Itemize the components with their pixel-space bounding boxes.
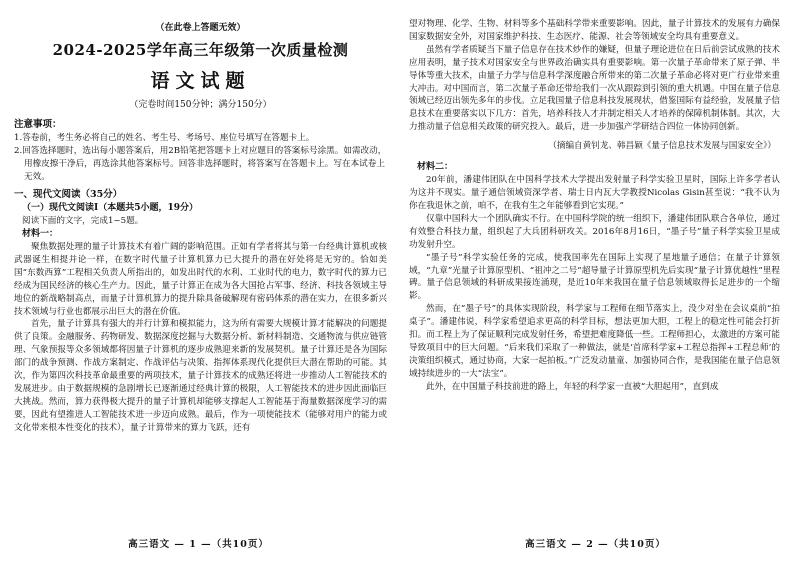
body-paragraph: 望对物理、化学、生物、材料等多个基础科学带来重要影响。因此，量子计算技术的发展有力确保国家数据安全外，对国家维护科技、生态医疗、能源、社会等领域安全均具有重要意义。 — [409, 19, 780, 42]
material-one-label: 材料一： — [22, 229, 59, 239]
subsection-one-heading: （一）现代文阅读Ⅰ（本题共5小题，19分） — [22, 203, 198, 213]
page-right — [397, 0, 794, 561]
section-one-heading: 一、现代文阅读（35分） — [14, 189, 123, 200]
invalid-notice: （在此卷上答题无效） — [155, 23, 246, 33]
reading-instruction: 阅读下面的文字，完成1~5题。 — [22, 216, 144, 226]
subject-title: 语文试题 — [150, 70, 251, 92]
material-two-label: 材料二： — [417, 162, 454, 173]
exam-title: 2024-2025学年高三年级第一次质量检测 — [52, 41, 349, 59]
body-paragraph: 仅靠中国科大一个团队确实不行。在中国科学院的统一组织下，潘建伟团队联合各单位，通过有效整合科技力量，组织起了大兵团科研攻关。2016年8月16日，“墨子号”量子科学实验卫星成功发射升空。 — [409, 213, 780, 250]
note-item: 2.回答选择题时，选出每小题答案后，用2B铅笔把答题卡上对应题目的答案标号涂黑。如需改动，用橡皮擦干净后，再选涂其他答案标号。回答非选择题时，将答案写在答题卡上。写在本试卷上无效。 — [14, 146, 387, 182]
body-paragraph: 此外，在中国量子科技前进的路上，年轻的科学家一直被“大胆起用”，直到成 — [426, 381, 719, 392]
body-paragraph: 然而，在“墨子号”的具体实现阶段，科学家与工程师在细节落实上，没少对坐在会议桌前“拍桌子”。潘建伟说，科学家希望追求更高的科学目标，想法更加大胆，工程上的稳定性可能会打折扣。而工程上为了保证顺利完成发射任务，希望把难度降低一些。工程师担心，太激进的方案可能导致项目中的巨大问题。“后来我们采取了一种做法，就是‘首席科学家+工程总指挥+工程总师’的决策组织模式，通过协商，大家一起拍板。”广泛发动量童、加强协同合作，是我国能在量子信息领域持续进步的一大“法宝”。 — [409, 304, 780, 379]
page-footer-right: 高三语文 — 2 —（共10页） — [525, 539, 666, 550]
source-citation: （摘编自黄钊龙、韩昌颖《量子信息技术发展与国家安全》） — [548, 141, 776, 152]
body-paragraph: 首先，量子计算具有强大的并行计算和模拟能力，这为所有需要大规模计算才能解决的问题提供了良策。金融服务、药物研发、数据深度挖掘与大数据分析、新材料制造、交通物流与供应链管理、气象预报等众多领域都将因量子计算机的逐步成熟迎来新的发展契机。量子计算还是各为国际部门的战争预测、作战方案制定、作战评估与决策、指挥体系现代化提供巨大潜在帮助的可能。其次，作为第四次科技革命最重要的两项技术，量子计算技术的成熟还将进一步推动人工智能技术的发展进步。由于数据规模的急剧增长已逐渐通过经典计算的极限，人工智能技术的进步因此面临巨大挑战。然而，算力获得极大提升的量子计算机却能够支撑起人工智能基于海量数据深度学习的需要，因此有望推进人工智能技术进一步迈向成熟。最后，作为一项使能技术（能够对用户的能力或文化带来根本性变化的技术），量子计算带来的算力飞跃，还有 — [14, 319, 387, 433]
notes-heading: 注意事项： — [14, 119, 62, 130]
exam-time: （完卷时间150分钟；满分150分） — [129, 100, 272, 110]
note-item: 1.答卷前，考生务必将自己的姓名、考生号、考场号、座位号填写在答题卡上。 — [14, 133, 315, 143]
body-paragraph: “墨子号”科学实验任务的完成，使我国率先在国际上实现了星地量子通信；在量子计算领域，“九章”光量子计算原型机、“祖冲之二号”超导量子计算原型机先后实现“量子计算优越性”里程碑。量子信息领域的科研成果接连涌现，是近10年来我国在量子信息领域取得长足进步的一个缩影。 — [409, 252, 780, 302]
body-paragraph: 20年前，潘建伟团队在中国科学技术大学提出发射量子科学实验卫星时，国际上许多学者认为这并不现实。量子通信领域资深学者、瑞士日内瓦大学教授Nicolas Gisin甚至说：“我不认为你在我退休之前，咱不，在我有生之年能够看到它实现。” — [409, 175, 780, 211]
page-footer-left: 高三语文 — 1 —（共10页） — [128, 539, 269, 550]
body-paragraph: 聚焦数据处理的量子计算技术有着广阔的影响范围。正如有学者将其与第一台经典计算机或核武器诞生相提并论一样，在数字时代量子计算机算力已大提升的潜在好处将是无穷的。恰如美国“东数西算”工程相关负责人所指出的，如发出时代的水利、工业时代的电力，数字时代的算力已经成为国民经济的核心生产力。因此，量子计算正在成为各大国抢占军事、经济、科技各领域主导地位的新战略制高点，而量子计算机算力的提升除具备破解现有密码体系的潜在实力，在很多新兴技术领域与行业也都展示出巨大的潜在价值。 — [14, 242, 387, 317]
body-paragraph: 虽然有学者质疑当下量子信息存在技术炒作的嫌疑，但量子理论进位在日后前尝试成熟的技术应用表明，量子技术对国家安全与世界政治确实具有重要影响。第一次量子革命带来了原子弹、半导体等重大技术，由量子力学与信息科学深度融合所带来的第二次量子革命必将对更广行业带来重大冲击。对中国而言，第二次量子革命还带给我们一次从跟踪到引领的重大机遇。中国在量子信息领域已经迈出领先多年的步伐。立足我国量子信息科技发展现状，借鉴国际有益经验，发展量子信息技术在重要落实以下几方：首先，培养科技人才并制定相关人才培养的保障机制体制。其次，大力推动量子信息相关政策的研究投入。最后，进一步加强产学研结合四位一体协同创新。 — [409, 44, 780, 133]
